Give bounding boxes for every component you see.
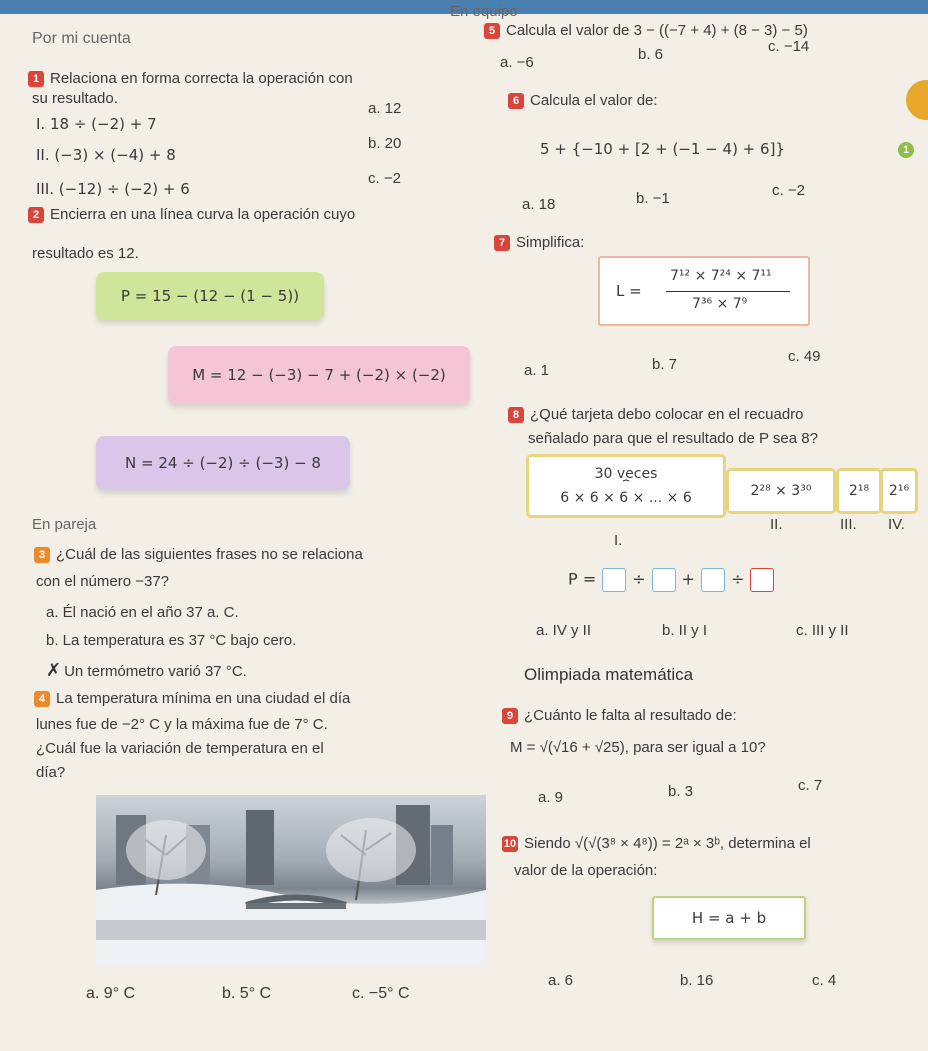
q1-answer: c. −2 [368,170,401,187]
q8-option[interactable]: c. III y II [796,622,849,639]
q2-number: 2 [28,207,44,223]
q7-option[interactable]: b. 7 [652,356,678,373]
q9-prompt: 9 ¿Cuánto le falta al resultado de: [502,707,737,724]
answer-slot-1[interactable] [602,568,626,592]
card-label: I. [614,532,623,549]
q6-prompt: 6 Calcula el valor de: [508,92,658,109]
q5-option[interactable]: b. 6 [638,46,664,63]
q9-option[interactable]: b. 3 [668,783,694,800]
q1-item: I. 18 ÷ (−2) + 7 [36,115,157,133]
q10-option[interactable]: a. 6 [548,972,574,989]
q10-option[interactable]: c. 4 [812,972,837,989]
q10-prompt-line2: valor de la operación: [514,862,658,879]
answer-slot-4[interactable] [750,568,774,592]
q5-option[interactable]: c. −14 [768,38,810,55]
q4-line: día? [36,764,66,781]
card-n-expression[interactable]: N = 24 ÷ (−2) ÷ (−3) − 8 [96,436,350,490]
q10-prompt: 10 Siendo √(√(3⁸ × 4⁸)) = 2ᵃ × 3ᵇ, determina el [503,835,811,852]
section-label-pair: En pareja [32,516,97,533]
section-label-team: En equipo [450,3,518,20]
olympiad-heading: Olimpiada matemática [524,665,694,684]
q7-l-label: L = [616,282,642,300]
cross-mark-icon: ✗ [46,660,62,680]
card-label: II. [770,516,783,533]
q4-line: ¿Cuál fue la variación de temperatura en el [36,740,324,757]
q6-expression: 5 + {−10 + [2 + (−1 − 4) + 6]} [540,140,785,158]
q8-prompt: 8 ¿Qué tarjeta debo colocar en el recuadro [508,406,804,423]
q1-prompt: 1 Relaciona en forma correcta la operación con [28,70,353,87]
q3-number: 3 [34,547,50,563]
winter-park-illustration [96,795,486,965]
section-label-individual: Por mi cuenta [32,30,131,47]
answer-slot-3[interactable] [701,568,725,592]
card-iv[interactable]: 2¹⁶ [880,468,918,514]
q8-prompt-line2: señalado para que el resultado de P sea 8? [528,430,818,447]
q1-number: 1 [28,71,44,87]
q6-option[interactable]: b. −1 [636,190,670,207]
q8-option[interactable]: b. II y I [662,622,708,639]
q6-option[interactable]: a. 18 [522,196,556,213]
q10-number: 10 [503,838,517,851]
card-ii[interactable]: 2²⁸ × 3³⁰ [726,468,836,514]
q10-option[interactable]: b. 16 [680,972,714,989]
q9-number: 9 [502,708,518,724]
q9-option[interactable]: c. 7 [798,777,823,794]
card-iii[interactable]: 2¹⁸ [836,468,882,514]
q4-option[interactable]: b. 5° C [222,985,272,1002]
q6-option[interactable]: c. −2 [772,182,805,199]
card-label: III. [840,516,857,533]
q4-line: lunes fue de −2° C y la máxima fue de 7° C. [36,716,328,733]
brace-icon: ⏞ [622,479,630,492]
q1-item: II. (−3) × (−4) + 8 [36,146,176,164]
q3-option[interactable]: b. La temperatura es 37 °C bajo cero. [46,632,297,649]
card-m-expression[interactable]: M = 12 − (−3) − 7 + (−2) × (−2) [168,346,470,404]
q7-number: 7 [494,235,510,251]
q1-prompt-line2: su resultado. [32,90,118,107]
q7-prompt: 7 Simplifica: [494,234,584,251]
q7-option[interactable]: c. 49 [788,348,821,365]
q4-line: 4 La temperatura mínima en una ciudad el día [34,690,350,707]
q9-option[interactable]: a. 9 [538,789,564,806]
card-p-expression[interactable]: P = 15 − (12 − (1 − 5)) [96,272,324,320]
answer-slot-2[interactable] [652,568,676,592]
q7-option[interactable]: a. 1 [524,362,550,379]
q8-equation: P = ÷ + ÷ [568,568,780,592]
q7-denominator: 7³⁶ × 7⁹ [692,296,748,312]
fraction-bar [666,291,790,292]
q5-number: 5 [484,23,500,39]
q5-prompt: 5 Calcula el valor de 3 − ((−7 + 4) + (8 − 3) − 5) [484,22,808,39]
winter-park-photo [96,795,486,965]
q2-prompt-line2: resultado es 12. [32,245,139,262]
q10-h-box: H = a + b [652,896,806,940]
q4-option[interactable]: c. −5° C [352,985,410,1002]
q3-prompt: 3 ¿Cuál de las siguientes frases no se relaciona [34,546,363,563]
q3-prompt-line2: con el número −37? [36,573,170,590]
card-i[interactable]: 30 veces ⏞ 6 × 6 × 6 × ... × 6 [526,454,726,518]
q1-item: III. (−12) ÷ (−2) + 6 [36,180,190,198]
q3-option[interactable]: a. Él nació en el año 37 a. C. [46,604,239,621]
q6-number: 6 [508,93,524,109]
q7-numerator: 7¹² × 7²⁴ × 7¹¹ [670,268,772,284]
q4-option[interactable]: a. 9° C [86,985,136,1002]
q1-answer: b. 20 [368,135,402,152]
page-badge: 1 [898,142,914,158]
card-label: IV. [888,516,905,533]
q8-option[interactable]: a. IV y II [536,622,592,639]
q7-fraction-box [598,256,810,326]
q8-number: 8 [508,407,524,423]
q5-option[interactable]: a. −6 [500,54,534,71]
q3-option[interactable]: ✗ Un termómetro varió 37 °C. [46,660,247,680]
q9-expression: M = √(√16 + √25), para ser igual a 10? [510,739,766,756]
side-tab [906,80,928,120]
q4-number: 4 [34,691,50,707]
q1-answer: a. 12 [368,100,402,117]
q2-prompt: 2 Encierra en una línea curva la operación cuyo [28,206,355,223]
